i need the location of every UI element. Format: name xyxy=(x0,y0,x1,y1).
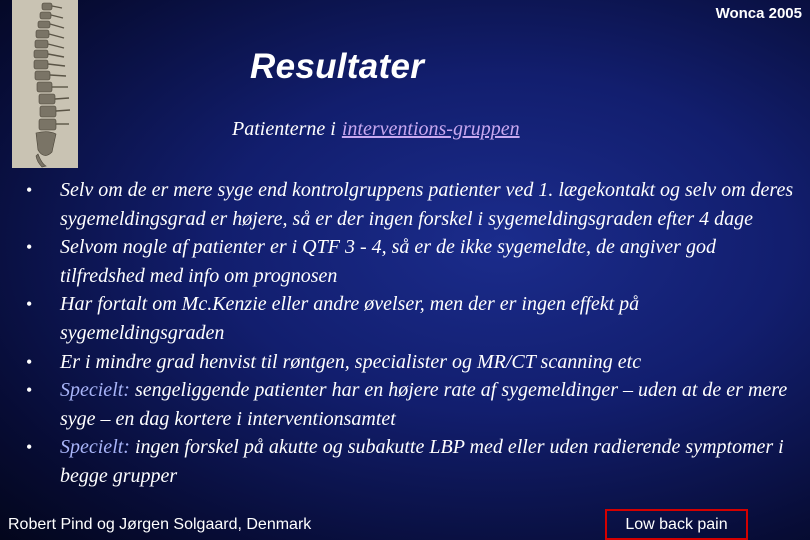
bullet-item xyxy=(26,233,796,290)
bullet-text: Har fortalt om Mc.Kenzie eller andre øvelser, men der er ingen effekt på sygemeldingsgraden xyxy=(60,293,640,344)
bullet-text: Selv om de er mere syge end kontrolgruppens patienter ved 1. lægekontakt og selv om deres sygemeldingsgrad er højere, så er der ingen forskel i sygemeldingsgraden efter 4 dage xyxy=(60,179,794,230)
bullet-highlight: Specielt: xyxy=(60,436,130,459)
slide-title: Resultater xyxy=(250,47,425,86)
bullet-text: Selvom nogle af patienter er i QTF 3 - 4, så er de ikke sygemeldte, de angiver god tilfredshed med info om prognosen xyxy=(60,236,716,287)
bullet-highlight: Specielt: xyxy=(60,379,130,402)
subtitle-prefix: Patienterne i xyxy=(232,118,336,140)
bullet-item xyxy=(26,348,796,377)
author-credit: Robert Pind og Jørgen Solgaard, Denmark xyxy=(8,516,312,533)
bullet-item xyxy=(26,376,796,433)
results-bullet-list xyxy=(26,176,796,491)
bullet-item xyxy=(26,290,796,347)
bullet-item xyxy=(26,176,796,233)
tag-label: Low back pain xyxy=(625,515,728,533)
interventions-gruppen-link[interactable]: interventions-gruppen xyxy=(341,118,520,140)
bullet-icon: • xyxy=(26,180,33,200)
bullet-icon: • xyxy=(26,437,33,458)
low-back-pain-tag xyxy=(605,509,748,540)
bullet-icon: • xyxy=(26,294,33,315)
bullet-icon: • xyxy=(26,351,33,372)
bullet-icon: • xyxy=(26,380,33,401)
spine-image xyxy=(12,0,78,168)
bullet-text: ingen forskel på akutte og subakutte LBP med eller uden radierende symptomer i begge grupper xyxy=(60,436,784,487)
bullet-item xyxy=(26,433,796,490)
bullet-icon: • xyxy=(26,237,33,258)
slide-subtitle xyxy=(232,118,520,141)
bullet-text: sengeliggende patienter har en højere rate af sygemeldinger – uden at de er mere syge – en dag kortere i interventionsamtet xyxy=(60,379,788,430)
conference-label: Wonca 2005 xyxy=(715,5,802,22)
bullet-text: Er i mindre grad henvist til røntgen, specialister og MR/CT scanning etc xyxy=(60,350,642,373)
